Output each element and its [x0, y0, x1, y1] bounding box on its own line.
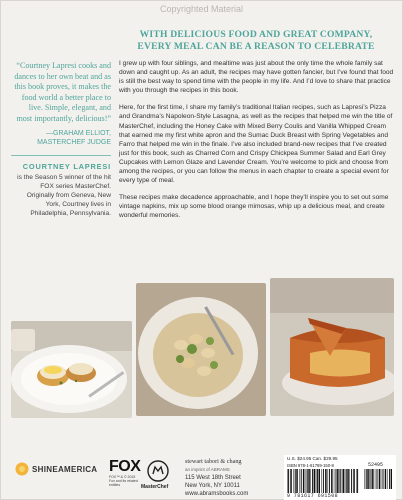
headline [111, 29, 401, 53]
price-label: U.S. $24.95 Can. $29.95 [287, 456, 338, 461]
shine-america-logo [15, 462, 97, 476]
footer [1, 418, 403, 500]
divider [11, 155, 111, 156]
barcode-digits: 9 781617 691508 [287, 493, 339, 499]
shine-icon [15, 462, 29, 476]
publisher-website: www.abramsbooks.com [185, 491, 249, 497]
left-column [11, 61, 111, 218]
attribution-name: —GRAHAM ELLIOT, [46, 130, 111, 137]
publisher-address-1: 115 West 18th Street [185, 475, 241, 481]
endorsement-quote: “Courtney Lapresi cooks and dances to her own beat and as this book proves, it makes the food world a better place to live. Simple, elegant, and most importantly, delicious!” [14, 61, 111, 123]
fox-logo: FOX [109, 458, 141, 475]
author-bio: is the Season 5 winner of the hit FOX series MasterChef. Originally from Geneva, New York, Courtney lives in Philadelphia, Pennsylvania. [17, 174, 111, 217]
isbn-label: ISBN 978-1-61769-150-8 [287, 463, 334, 468]
publisher-imprint: an imprint of ABRAMS [185, 467, 230, 472]
isbn-barcode [287, 469, 359, 493]
watermark: Copyrighted Material [159, 4, 244, 14]
price-code: 52495 [368, 462, 384, 468]
body-paragraph-2: Here, for the first time, I share my family’s traditional Italian recipes, such as Lapresi’s Pizza and Grandma’s Napoleon-Style Lasagna, as well as the recipes that helped me win the title of MasterChef, including the Honey Cake with Mixed Berry Coulis and Vanilla Whipped Cream that earned me my first white apron and the Sumac Duck Breast with Spring Vegetables and Farro that helped me win in the finale. I’ve also included brand-new recipes that I’ve created just for this book, such as Charred Corn and Crispy Chickpea Summer Salad and Earl Grey Cupcakes with Lemon Glaze and Lavender Cream. You’re welcome to pick and choose from among the recipes, or you can follow the menus in each chapter to create a special event for every type of meal. [119, 104, 393, 185]
photo-eggs-benedict [11, 321, 132, 418]
headline-line-2: EVERY MEAL CAN BE A REASON TO CELEBRATE [137, 41, 375, 52]
quote-attribution [11, 129, 111, 147]
publisher-address-2: New York, NY 10011 [185, 483, 240, 489]
shine-america-text: SHINEAMERICA [32, 464, 98, 474]
photo-cake [270, 278, 394, 416]
headline-line-1: WITH DELICIOUS FOOD AND GREAT COMPANY, [139, 29, 373, 40]
price-barcode [364, 469, 392, 489]
main-text [119, 59, 395, 229]
attribution-title: MASTERCHEF JUDGE [37, 139, 111, 146]
body-paragraph-3: These recipes make decadence approachable, and I hope they’ll inspire you to set out some vintage napkins, mix up some blood orange mimosas, whip up a delicious meal, and create wonderful memories. [119, 194, 389, 220]
photo-gnocchi [136, 283, 266, 416]
body-paragraph-1: I grew up with four siblings, and mealtime was just about the only time the whole family sat down and caught up. As an adult, the recipes may have gotten fancier, but I’ve found that food is still the best way to spend time with the people in my life. And I’d love to share that practice with you through the recipes in this book. [119, 60, 394, 95]
author-name: COURTNEY LAPRESI [22, 162, 111, 171]
masterchef-emblem-icon [147, 460, 169, 482]
publisher-info [185, 458, 248, 498]
fox-copyright: FOX™ & © 2015 Fox and its related entities [109, 475, 138, 487]
masterchef-logo-text: MasterChef [141, 484, 169, 490]
publisher-name: stewart tabori & chang [185, 458, 242, 465]
barcode-panel [284, 455, 396, 500]
